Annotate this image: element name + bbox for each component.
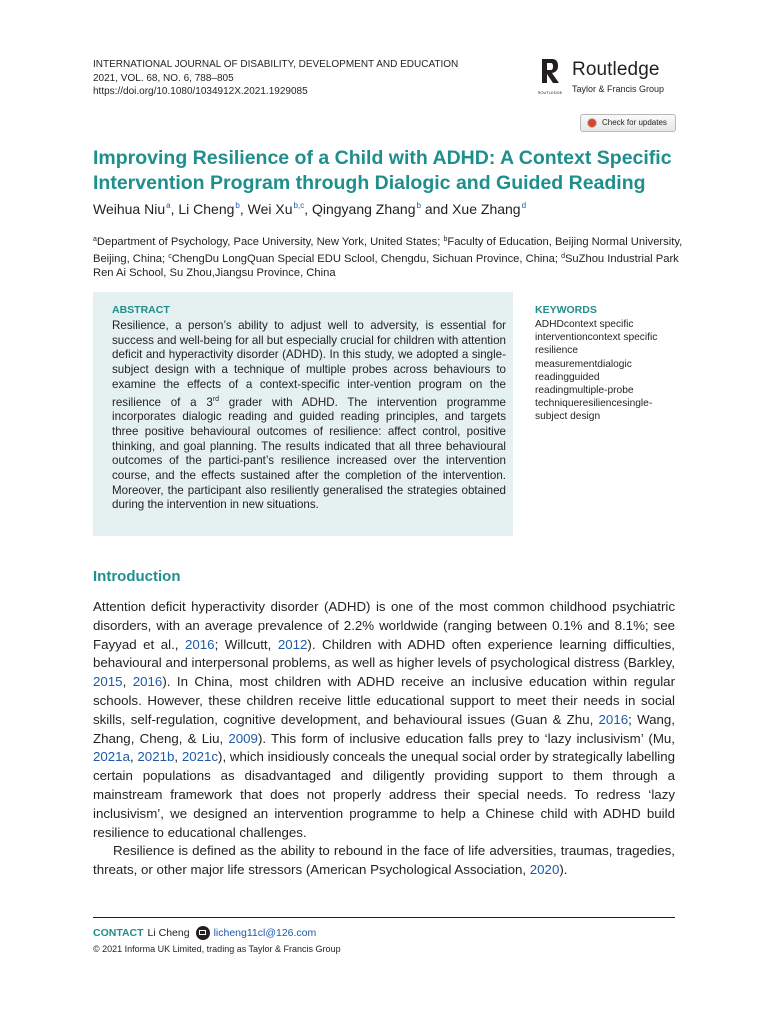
- citation-link[interactable]: 2021b: [137, 749, 175, 765]
- affiliation-text: ChengDu LongQuan Special EDU Sclool, Chengdu, Sichuan Province, China;: [171, 252, 562, 265]
- journal-issue: 2021, VOL. 68, NO. 6, 788–805: [93, 72, 234, 84]
- affiliation-text: Department of Psychology, Pace University, New York, United States;: [96, 236, 444, 248]
- affiliation-sup: d: [561, 252, 565, 260]
- article-title: Improving Resilience of a Child with ADHD: A Context Specific Intervention Program through Dialogic and Guided Reading: [93, 147, 672, 194]
- paragraph-text: ).: [559, 862, 568, 878]
- footer-divider: [93, 917, 675, 918]
- contact-email-link[interactable]: licheng11cl@126.com: [213, 927, 317, 939]
- author-affiliation-sup[interactable]: b,c: [293, 201, 305, 210]
- abstract-heading: ABSTRACT: [112, 304, 170, 316]
- check-for-updates-button[interactable]: [580, 114, 676, 132]
- keyword-line: readingmultiple-probe: [535, 385, 634, 397]
- keyword-line: techniqueresiliencesingle-: [535, 398, 653, 410]
- paragraph-text: ). In China, most children with ADHD receive an inclusive education within regular schools. However, these children receive little educational support to meet their needs in social skills, self-regulation, cognitive development, and behavioural issues (Guan & Zhu,: [93, 674, 675, 727]
- journal-name: INTERNATIONAL JOURNAL OF DISABILITY, DEVELOPMENT AND EDUCATION: [93, 59, 459, 70]
- routledge-mark-icon: [538, 57, 562, 97]
- citation-link[interactable]: 2016: [132, 674, 163, 690]
- author-list: [93, 201, 526, 217]
- doi-link[interactable]: https://doi.org/10.1080/1034912X.2021.1929085: [93, 86, 308, 97]
- paragraph-text: ,: [129, 749, 138, 765]
- citation-link[interactable]: 2009: [228, 730, 258, 746]
- citation-link[interactable]: 2015: [93, 674, 123, 690]
- contact-name: Li Cheng: [147, 927, 190, 939]
- crossmark-icon: [587, 118, 597, 128]
- affiliation-text: Faculty of Education, Beijing Normal University, Beijing, China;: [93, 236, 683, 265]
- paragraph-text: ,: [122, 674, 133, 690]
- affiliation-text: SuZhou Industrial Park Ren Ai School, Su Zhou,Jiangsu Province, China: [93, 252, 679, 279]
- author-separator: ,: [304, 201, 312, 217]
- affiliations: [93, 233, 683, 281]
- ordinal-sup: rd: [212, 395, 219, 403]
- keyword-line: interventioncontext specific: [535, 332, 658, 344]
- email-icon: [196, 926, 210, 940]
- paragraph-text: Resilience is defined as the ability to rebound in the face of life adversities, traumas, tragedies, threats, or other major life stressors (American Psychological Association,: [93, 843, 675, 878]
- journal-header: [93, 58, 458, 99]
- author-affiliation-sup[interactable]: b: [235, 201, 240, 210]
- paragraph-text: ; Wang, Zhang, Cheng, & Liu,: [93, 711, 675, 746]
- copyright-notice: © 2021 Informa UK Limited, trading as Taylor & Francis Group: [93, 944, 341, 954]
- affiliation-sup: b: [443, 236, 448, 243]
- affiliation-sup: a: [93, 236, 97, 243]
- citation-link[interactable]: 2016: [184, 636, 215, 652]
- abstract-text-after: grader with ADHD. The intervention programme incorporates dialogic reading and guided reading principles, and targets three positive behavioural outcomes of resilience: affect control, positive thinking, and goal planning. The results indicated that all three behavioural outcomes of the partici-pant’s resilience increased over the intervention course, and the effects sustained after the completion of the intervention. Moreover, the participant also resiliently generalised the strategies obtained during the intervention in new situations.: [112, 395, 506, 512]
- citation-link[interactable]: 2021a: [93, 749, 130, 765]
- paragraph: [93, 598, 675, 842]
- author-separator: ,: [170, 201, 179, 217]
- author-name: Xue Zhang: [452, 201, 521, 217]
- author-affiliation-sup[interactable]: b: [416, 201, 421, 210]
- author-separator: ,: [239, 201, 248, 217]
- paragraph-text: ; Willcutt,: [214, 636, 278, 652]
- author-name: Wei Xu: [247, 201, 293, 217]
- paragraph-text: ,: [174, 749, 182, 765]
- citation-link[interactable]: 2021c: [181, 749, 219, 765]
- abstract-text: [112, 319, 506, 513]
- author-name: Qingyang Zhang: [311, 201, 416, 217]
- paragraph-text: Attention deficit hyperactivity disorder (ADHD) is one of the most common childhood psychiatric disorders, with an average prevalence of 2.2% worldwide (ranging between 0.1% and 8.1%; see Fayyad et al.,: [93, 599, 675, 652]
- publisher-group: Taylor & Francis Group: [572, 84, 665, 94]
- author-separator: and: [420, 201, 453, 217]
- affiliation-sup: c: [168, 252, 172, 260]
- keyword-line: resilience: [535, 345, 579, 357]
- publisher-logo[interactable]: [538, 57, 678, 99]
- author-affiliation-sup[interactable]: d: [521, 201, 527, 210]
- paragraph-text: ). This form of inclusive education falls prey to ‘lazy inclusivism’ (Mu,: [257, 730, 675, 746]
- contact-label: CONTACT: [93, 927, 144, 939]
- section-heading-introduction: Introduction: [93, 568, 181, 585]
- paragraph-text: ). Children with ADHD often experience learning difficulties, behavioural and interpersonal problems, as well as higher levels of psychological distress (Barkley,: [93, 636, 675, 671]
- contact-line: [93, 926, 316, 940]
- logo-mark-text: ROUTLEDGE: [538, 90, 562, 95]
- introduction-body: [93, 598, 675, 880]
- keyword-line: measurementdialogic: [535, 358, 632, 370]
- author-name: Li Cheng: [178, 201, 235, 217]
- author-name: Weihua Niu: [93, 201, 166, 217]
- keywords-heading: KEYWORDS: [535, 304, 597, 316]
- abstract-text-before: Resilience, a person’s ability to adjust well to adversity, is essential for success and well-being for all but especially crucial for children with attention deficit and hyperactivity disorder (ADHD). In this study, we adopted a single-subject design with a technique of multiple probes across behaviours to examine the effects of a context-specific inter-vention program on the resilience of a 3: [112, 319, 506, 409]
- citation-link[interactable]: 2020: [529, 862, 560, 878]
- keywords-list: [535, 318, 680, 424]
- citation-link[interactable]: 2016: [598, 711, 629, 727]
- citation-link[interactable]: 2012: [277, 636, 308, 652]
- publisher-name: Routledge: [572, 59, 660, 80]
- keyword-line: subject design: [535, 411, 601, 423]
- paragraph-text: ), which insidiously conceals the unequal social order by strategically labelling certain populations as disadvantaged and diligently providing support to them through a mainstream framework that does not properly address their special needs. To redress ‘lazy inclusivism’, we designed an intervention programme to help a Chinese child with ADHD build resilience to educational challenges.: [93, 749, 676, 840]
- keyword-line: readingguided: [535, 371, 600, 383]
- keyword-line: ADHDcontext specific: [535, 319, 634, 330]
- author-affiliation-sup[interactable]: a: [166, 201, 171, 210]
- paragraph: [93, 842, 675, 880]
- check-for-updates-label: Check for updates: [602, 118, 667, 127]
